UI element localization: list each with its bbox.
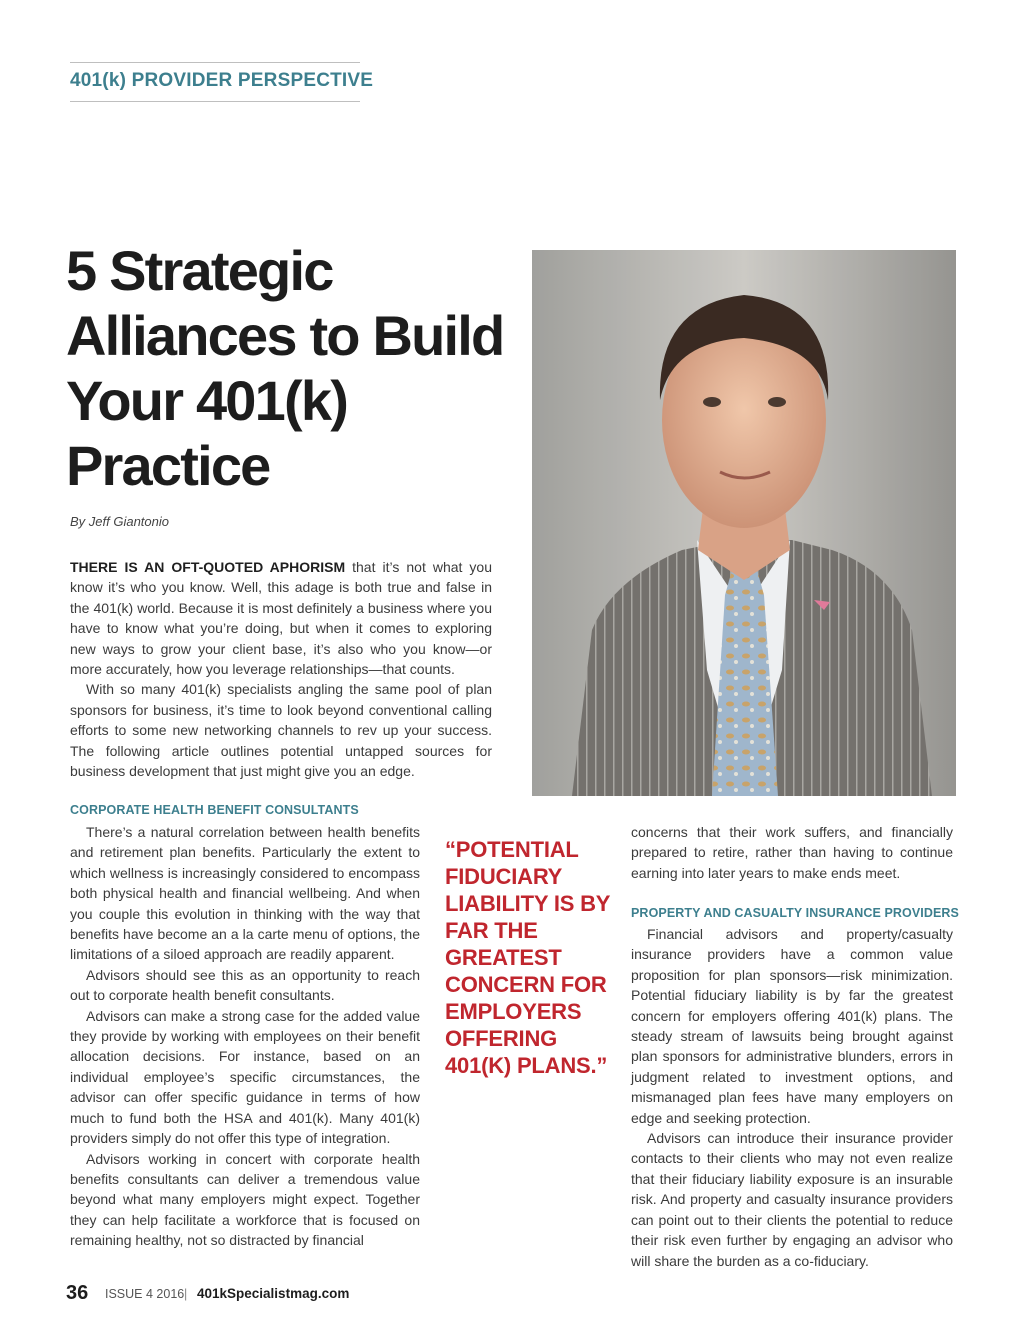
- article-title: 5 Strategic Alliances to Build Your 401(k) Practice: [66, 239, 504, 497]
- section-2-paragraph-2: Advisors can introduce their insurance provider contacts to their clients who may not even realize that their fiduciary liability exposure is an insurable risk. And property and casualty insurance providers can point out to their clients the potential to reduce their risk even further by engaging an advisor who will share the burden as a co-fiduciary.: [631, 1130, 953, 1269]
- section-label: 401(k) PROVIDER PERSPECTIVE: [70, 70, 374, 91]
- page-number: 36: [66, 1282, 89, 1304]
- header-rule-top: [70, 62, 360, 63]
- author-photo: [532, 250, 956, 796]
- website-link[interactable]: 401kSpecialistmag.com: [197, 1286, 350, 1301]
- pull-quote: “POTENTIAL FIDUCIARY LIABILITY IS BY FAR THE GREATEST CONCERN FOR EMPLOYERS OFFERING 401(K) PLANS.”: [445, 837, 610, 1078]
- section-1-paragraph-4: Advisors working in concert with corporate health benefits consultants can deliver a tremendous value beyond what many employers might expect. Together they can help facilitate a workforce that is focused on remaining healthy, not so distracted by financial: [70, 1150, 420, 1249]
- lead-in: THERE IS AN OFT-QUOTED APHORISM: [70, 559, 346, 575]
- issue-label: ISSUE 4 2016: [105, 1287, 185, 1301]
- section-1-body: [70, 822, 420, 1251]
- byline: By Jeff Giantonio: [70, 514, 169, 529]
- intro-paragraph-1: [70, 557, 492, 679]
- intro-paragraph-2: With so many 401(k) specialists angling the same pool of plan sponsors for business, it’s time to look beyond conventional calling efforts to some new networking channels to rev up your success. The following article outlines potential untapped sources for business development that just might give you an edge.: [70, 681, 492, 780]
- section-heading-1: CORPORATE HEALTH BENEFIT CONSULTANTS: [70, 803, 359, 817]
- right-column-continuation: [631, 822, 953, 883]
- header-rule-bottom: [70, 101, 360, 102]
- section-2-paragraph-1: Financial advisors and property/casualty insurance providers have a common value proposition for plan sponsors—risk minimization. Potential fiduciary liability is by far the greatest concern for employers offering 401(k) plans. The steady stream of lawsuits being brought against plan sponsors for administrative blunders, errors in judgment related to investment options, and mismanaged plan fees have many employers on edge and seeking protection.: [631, 926, 953, 1126]
- intro-text: [70, 557, 492, 781]
- section-1-paragraph-3: Advisors can make a strong case for the added value they provide by working with employees on their benefit allocation decisions. For instance, based on an individual employee’s specific circumstances, the advisor can offer specific guidance in terms of how much to fund both the HSA and 401(k). Many 401(k) providers simply do not offer this type of integration.: [70, 1007, 420, 1147]
- footer-separator: |: [184, 1287, 188, 1301]
- section-1-paragraph-1: There’s a natural correlation between health benefits and retirement plan benefits. Particularly the extent to which wellness is increasingly considered to encompass both physical health and financial wellbeing. And when you couple this evolution in thinking with the way that benefits have become an a la carte menu of options, the limitations of a siloed approach are readily apparent.: [70, 824, 420, 963]
- continuation-paragraph: concerns that their work suffers, and financially prepared to retire, rather than having to continue earning into later years to make ends meet.: [631, 824, 953, 881]
- intro-paragraph-1-body: that it’s not what you know it’s who you know. Well, this adage is both true and false in the 401(k) world. Because it is most definitely a business where you have to know what you’re doing, but when it comes to exploring new ways to grow your client base, it’s also who you know—or more accurately, how you leverage relationships—that counts.: [70, 559, 492, 678]
- section-1-paragraph-2: Advisors should see this as an opportunity to reach out to corporate health benefit consultants.: [70, 966, 420, 1004]
- section-heading-2: PROPERTY AND CASUALTY INSURANCE PROVIDERS: [631, 906, 959, 920]
- section-2-body: [631, 924, 953, 1271]
